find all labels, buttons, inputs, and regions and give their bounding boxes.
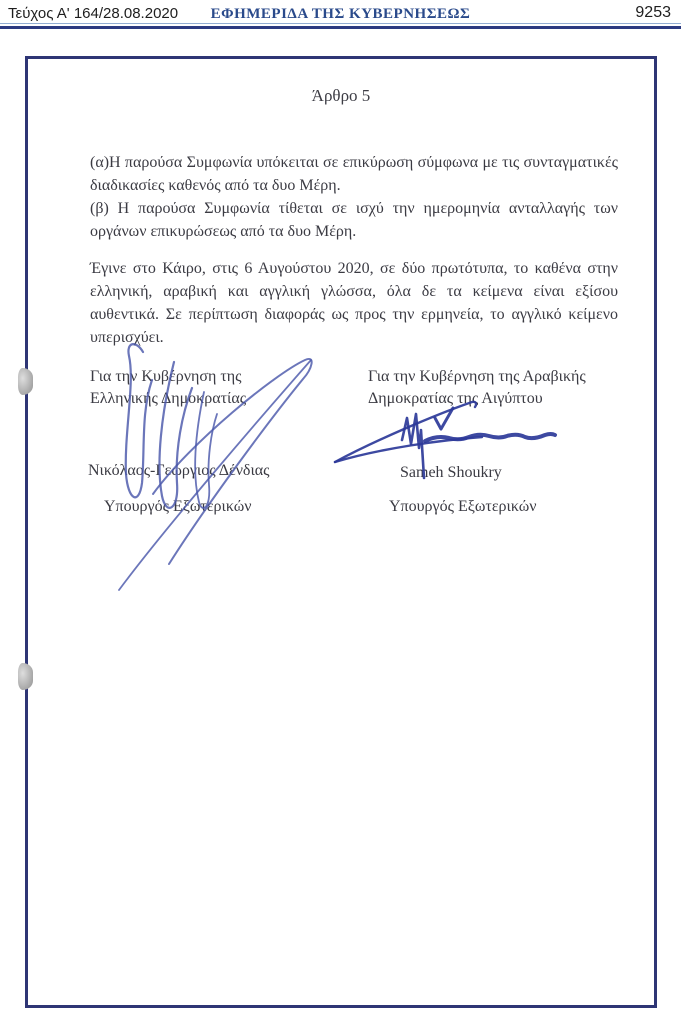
left-signatory-label-line2: Ελληνικής Δημοκρατίας <box>90 390 247 407</box>
header-rule <box>0 23 681 29</box>
page-number: 9253 <box>635 4 671 21</box>
binder-bump-icon <box>18 663 33 690</box>
right-signatory-label-line2: Δημοκρατίας της Αιγύπτου <box>368 390 543 407</box>
right-signatory-label-line1: Για την Κυβέρνηση της Αραβικής <box>368 368 586 385</box>
clause-a: (α)Η παρούσα Συμφωνία υπόκειται σε επικύρωση σύμφωνα με τις συνταγματικές διαδικασίες καθενός από τα δυο Μέρη. <box>90 154 618 194</box>
clause-b: (β) Η παρούσα Συμφωνία τίθεται σε ισχύ την ημερομηνία ανταλλαγής των οργάνων επικυρώσεως από τα δυο Μέρη. <box>90 200 618 240</box>
left-signatory-name: Νικόλαος-Γεώργιος Δένδιας <box>88 462 270 479</box>
right-signatory-label <box>368 366 586 410</box>
binder-bump-icon <box>18 368 33 395</box>
gazette-title: ΕΦΗΜΕΡΙΔΑ ΤΗΣ ΚΥΒΕΡΝΗΣΕΩΣ <box>210 6 471 22</box>
left-signatory-title: Υπουργός Εξωτερικών <box>104 498 252 515</box>
ratification-clauses <box>90 151 618 243</box>
left-signatory-label <box>90 366 246 410</box>
right-signatory-name: Sameh Shoukry <box>400 464 502 481</box>
right-signatory-title: Υπουργός Εξωτερικών <box>389 498 537 515</box>
issue-label: Τεύχος Α' 164/28.08.2020 <box>8 5 179 22</box>
left-signatory-label-line1: Για την Κυβέρνηση της <box>90 368 242 385</box>
article-heading: Άρθρο 5 <box>311 86 371 105</box>
closing-paragraph: Έγινε στο Κάιρο, στις 6 Αυγούστου 2020, σε δύο πρωτότυπα, το καθένα στην ελληνική, αραβική και αγγλική γλώσσα, όλα δε τα κείμενα είναι εξίσου αυθεντικά. Σε περίπτωση διαφοράς ως προς την ερμηνεία, το αγγλικό κείμενο υπερισχύει. <box>90 260 618 346</box>
